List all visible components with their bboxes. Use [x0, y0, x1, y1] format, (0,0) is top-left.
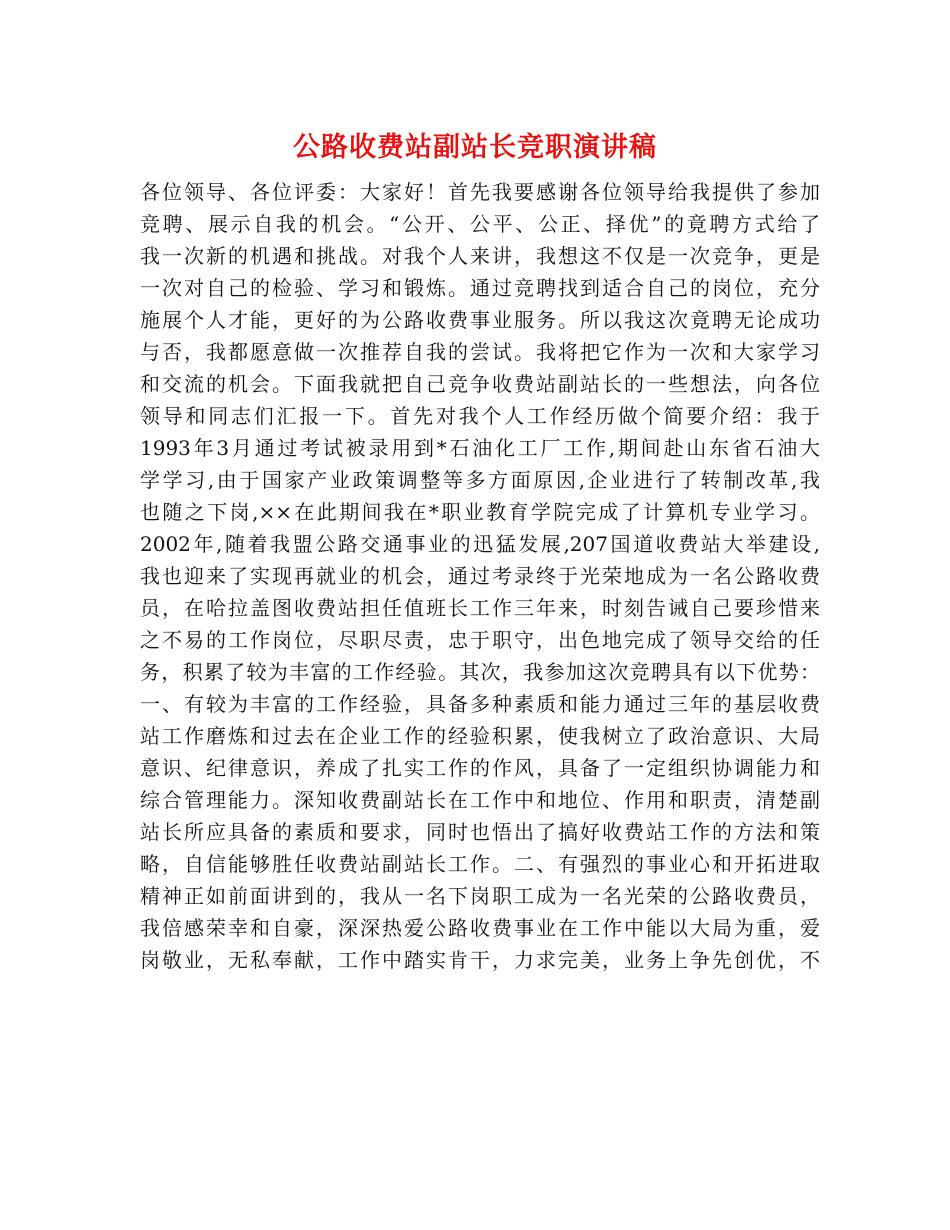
paragraph-line: 综合管理能力。深知收费副站长在工作中和地位、作用和职责，清楚副 [140, 788, 820, 812]
paragraph-line: 站长所应具备的素质和要求，同时也悟出了搞好收费站工作的方法和策 [140, 820, 820, 844]
document-body [140, 176, 820, 976]
paragraph-line: 施展个人才能，更好的为公路收费事业服务。所以我这次竟聘无论成功 [140, 308, 820, 332]
paragraph-line: 各位领导、各位评委：大家好！首先我要感谢各位领导给我提供了参加 [140, 180, 820, 204]
paragraph-line: 一、有较为丰富的工作经验，具备多种素质和能力通过三年的基层收费 [140, 692, 820, 716]
paragraph-line: 略，自信能够胜任收费站副站长工作。二、有强烈的事业心和开拓进取 [140, 852, 820, 876]
paragraph-line: 意识、纪律意识，养成了扎实工作的作风，具备了一定组织协调能力和 [140, 756, 820, 780]
paragraph-line: 我倍感荣幸和自豪，深深热爱公路收费事业在工作中能以大局为重，爱 [140, 916, 820, 940]
paragraph-line: 站工作磨炼和过去在企业工作的经验积累，使我树立了政治意识、大局 [140, 724, 820, 748]
paragraph-line: 我一次新的机遇和挑战。对我个人来讲，我想这不仅是一次竞争，更是 [140, 244, 820, 268]
paragraph-line: 竞聘、展示自我的机会。“公开、公平、公正、择优”的竟聘方式给了 [140, 212, 820, 236]
paragraph-line: 我也迎来了实现再就业的机会，通过考录终于光荣地成为一名公路收费 [140, 564, 820, 588]
paragraph-line: 一次对自己的检验、学习和锻炼。通过竞聘找到适合自己的岗位，充分 [140, 276, 820, 300]
paragraph-line: 领导和同志们汇报一下。首先对我个人工作经历做个简要介绍：我于 [140, 404, 820, 428]
paragraph-line: 精神正如前面讲到的，我从一名下岗职工成为一名光荣的公路收费员， [140, 884, 820, 908]
paragraph-line: 员，在哈拉盖图收费站担任值班长工作三年来，时刻告诫自己要珍惜来 [140, 596, 820, 620]
paragraph-line: 岗敬业，无私奉献，工作中踏实肯干，力求完美，业务上争先创优，不 [140, 948, 820, 972]
paragraph-line: 1993年3月通过考试被录用到*石油化工厂工作,期间赴山东省石油大 [140, 436, 820, 460]
paragraph-line: 之不易的工作岗位，尽职尽责，忠于职守，出色地完成了领导交给的任 [140, 628, 820, 652]
paragraph-line: 与否，我都愿意做一次推荐自我的尝试。我将把它作为一次和大家学习 [140, 340, 820, 364]
paragraph-line: 务，积累了较为丰富的工作经验。其次，我参加这次竞聘具有以下优势： [140, 660, 820, 684]
paragraph-line: 和交流的机会。下面我就把自己竞争收费站副站长的一些想法，向各位 [140, 372, 820, 396]
paragraph-line: 也随之下岗,××在此期间我在*职业教育学院完成了计算机专业学习。 [140, 500, 820, 524]
paragraph-line: 学学习,由于国家产业政策调整等多方面原因,企业进行了转制改革,我 [140, 468, 820, 492]
document-title: 公路收费站副站长竞职演讲稿 [293, 132, 657, 163]
paragraph-line: 2002年,随着我盟公路交通事业的迅猛发展,207国道收费站大举建设, [140, 532, 820, 556]
